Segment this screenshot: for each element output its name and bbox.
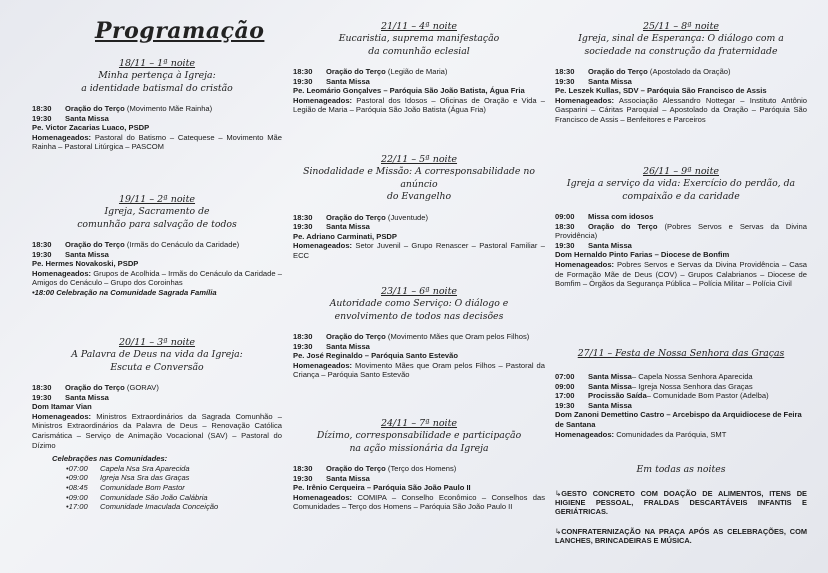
community-row: •08:45 Comunidade Bom Pastor: [66, 482, 185, 492]
celebrant: Pe. Leszek Kullas, SDV – Paróquia São Francisco de Assis: [555, 86, 767, 96]
night-theme: Autoridade como Serviço: O diálogo e envolvimento de todos nas decisões: [329, 298, 509, 322]
night-body: [32, 104, 282, 152]
feast-day: [555, 348, 807, 439]
schedule-row: 09:00 Santa Missa – Igreja Nossa Senhora das Graças: [555, 381, 753, 391]
schedule-row: 09:00 Missa com idosos: [555, 212, 654, 221]
celebrant: Dom Hernaldo Pinto Farias – Diocese de Bonfim: [555, 250, 730, 260]
night-6: [293, 286, 545, 380]
honorees: Homenageados: COMIPA – Conselho Econômico – Conselhos das Comunidades – Terço dos Homens – Paróquia São João Paulo II: [293, 492, 545, 512]
night-5: [293, 154, 545, 260]
schedule-row: 18:30 Oração do Terço (GORAV): [32, 383, 159, 392]
schedule-row: 18:30 Oração do Terço (Legião de Maria): [293, 67, 448, 76]
schedule-row: 19:30 Santa Missa: [293, 76, 370, 86]
night-date: 20/11 – 3ª noite: [118, 337, 196, 348]
community-row: •09:00 Comunidade São João Calábria: [66, 492, 208, 502]
schedule-row: 19:30 Santa Missa: [32, 392, 109, 402]
schedule-row: 19:30 Santa Missa: [555, 400, 632, 410]
night-7: [293, 418, 545, 512]
honorees: Homenageados: Comunidades da Paróquia, SMT: [555, 429, 727, 439]
feast-title: 27/11 – Festa de Nossa Senhora das Graças: [577, 348, 785, 359]
night-date: 19/11 – 2ª noite: [118, 194, 196, 205]
honorees: Homenageados: Ministros Extraordinários da Sagrada Comunhão – Ministros Extraordinários da Palavra de Deus – Renovação Católica Carismática – Serviço de Animação Vocacional (SAV) – Pastoral do Dízimo: [32, 411, 282, 450]
feast-body: [555, 372, 807, 439]
night-theme: Igreja a serviço da vida: Exercício do perdão, da compaixão e da caridade: [566, 178, 796, 202]
honorees: Homenageados: Pobres Servos e Servas da Divina Providência – Casa de Formação Mãe de Deus (COV) – Grupos Calabrianos – Diocese de Bomfim – Órgãos da Segurança Pública – Polícia Militar – Polícia Civil: [555, 259, 807, 289]
night-2: [32, 194, 282, 298]
night-body: [32, 383, 282, 512]
schedule-row: 07:00 Santa Missa – Capela Nossa Senhora Aparecida: [555, 372, 753, 381]
schedule-row: 18:30 Oração do Terço (Movimento Mãe Rainha): [32, 104, 213, 113]
return-arrow-icon: ↳: [555, 489, 562, 498]
night-theme: Sinodalidade e Missão: A corresponsabilidade no anúncio do Evangelho: [303, 166, 535, 202]
celebrant: Dom Zanoni Demettino Castro – Arcebispo da Arquidiocese de Feira de Santana: [555, 410, 802, 429]
night-date: 23/11 – 6ª noite: [380, 286, 458, 297]
night-4: [293, 21, 545, 115]
night-body: [555, 67, 807, 125]
celebrant: Pe. Adriano Carminati, PSDP: [293, 231, 397, 241]
celebrant: Dom Itamar Vian: [32, 402, 92, 412]
night-9: [555, 166, 807, 289]
schedule-row: 18:30 Oração do Terço (Irmãs do Cenáculo da Caridade): [32, 240, 240, 249]
night-body: [293, 213, 545, 261]
night-theme: Igreja, Sacramento de comunhão para salvação de todos: [77, 206, 237, 230]
night-1: [32, 58, 282, 152]
extra-celebration: •18:00 Celebração na Comunidade Sagrada Família: [32, 287, 217, 297]
celebrant: Pe. Hermes Novakoski, PSDP: [32, 259, 139, 269]
night-8: [555, 21, 807, 125]
night-theme: Igreja, sinal de Esperança: O diálogo com a sociedade na construção da fraternidade: [578, 33, 784, 57]
night-theme: Dízimo, corresponsabilidade e participação na ação missionária da Igreja: [316, 430, 522, 454]
night-body: [555, 212, 807, 289]
note-item: ↳CONFRATERNIZAÇÃO NA PRAÇA APÓS AS CELEBRAÇÕES, COM LANCHES, BRINCADEIRAS E MÚSICA.: [555, 526, 807, 545]
night-body: [293, 332, 545, 380]
celebrant: Pe. Victor Zacarias Luaco, PSDP: [32, 123, 150, 133]
communities-header: Celebrações nas Comunidades:: [52, 454, 168, 464]
celebrant: Pe. José Reginaldo – Paróquia Santo Estevão: [293, 351, 459, 361]
night-date: 22/11 – 5ª noite: [380, 154, 458, 165]
community-row: •09:00 Igreja Nsa Sra das Graças: [66, 473, 190, 483]
schedule-row: 19:30 Santa Missa: [293, 473, 370, 483]
celebrant: Pe. Leomário Gonçalves – Paróquia São João Batista, Água Fria: [293, 86, 525, 96]
night-theme: Minha pertença à Igreja: a identidade batismal do cristão: [81, 70, 233, 94]
night-body: [32, 240, 282, 298]
night-date: 18/11 – 1ª noite: [118, 58, 196, 69]
schedule-row: 19:30 Santa Missa: [293, 222, 370, 232]
night-body: [293, 67, 545, 115]
page-title: Programação: [95, 18, 265, 44]
night-date: 25/11 – 8ª noite: [642, 21, 720, 32]
honorees: Homenageados: Setor Juvenil – Grupo Renascer – Pastoral Familiar – ECC: [293, 241, 545, 260]
return-arrow-icon: ↳: [555, 526, 562, 536]
night-body: [293, 464, 545, 512]
all-nights-title: Em todas as noites: [636, 464, 726, 475]
night-date: 21/11 – 4ª noite: [380, 21, 458, 32]
schedule-row: 19:30 Santa Missa: [555, 240, 632, 250]
night-theme: A Palavra de Deus na vida da Igreja: Escuta e Conversão: [71, 349, 243, 373]
schedule-row: 18:30 Oração do Terço (Terço dos Homens): [293, 464, 457, 473]
note-item: ↳GESTO CONCRETO COM DOAÇÃO DE ALIMENTOS, ITENS DE HIGIENE PESSOAL, FRALDAS DESCARTÁVEIS INFANTIS E GERIÁTRICAS.: [555, 489, 807, 517]
schedule-row: 19:30 Santa Missa: [32, 113, 109, 123]
schedule-row: 19:30 Santa Missa: [293, 341, 370, 351]
honorees: Homenageados: Grupos de Acolhida – Irmãs do Cenáculo da Caridade – Amigos do Cenáculo – Grupo dos Coroinhas: [32, 268, 282, 288]
night-date: 26/11 – 9ª noite: [642, 166, 720, 177]
schedule-row: 19:30 Santa Missa: [555, 76, 632, 86]
schedule-row: 18:30 Oração do Terço (Pobres Servos e Servas da Divina Providência): [555, 221, 807, 241]
night-3: [32, 337, 282, 512]
honorees: Homenageados: Pastoral dos Idosos – Oficinas de Oração e Vida – Legião de Maria – Paróquia São João Batista (Água Fria): [293, 95, 545, 115]
honorees: Homenageados: Associação Alessandro Nottegar – Instituto Antônio Gasparini – Cáritas Paroquial – Apostolado da Oração – Paróquia São Francisco de Assis – Benfeitores e Parceiros: [555, 95, 807, 124]
schedule-row: 19:30 Santa Missa: [32, 249, 109, 259]
honorees: Homenageados: Pastoral do Batismo – Catequese – Movimento Mãe Rainha – Pastoral Litúrgica – PASCOM: [32, 132, 282, 152]
night-date: 24/11 – 7ª noite: [380, 418, 458, 429]
schedule-row: 18:30 Oração do Terço (Movimento Mães que Oram pelos Filhos): [293, 332, 530, 341]
community-row: •07:00 Capela Nsa Sra Aparecida: [66, 463, 190, 473]
schedule-row: 17:00 Procissão Saída – Comunidade Bom Pastor (Adelba): [555, 391, 769, 401]
celebrant: Pe. Irênio Cerqueira – Paróquia São João Paulo II: [293, 483, 471, 493]
schedule-row: 18:30 Oração do Terço (Juventude): [293, 212, 429, 222]
community-row: •17:00 Comunidade Imaculada Conceição: [66, 502, 219, 512]
all-nights: [555, 464, 807, 545]
night-theme: Eucaristia, suprema manifestação da comunhão eclesial: [338, 33, 500, 57]
honorees: Homenageados: Movimento Mães que Oram pelos Filhos – Pastoral da Criança – Paróquia Santo Estevão: [293, 360, 545, 380]
schedule-row: 18:30 Oração do Terço (Apostolado da Oração): [555, 67, 731, 76]
